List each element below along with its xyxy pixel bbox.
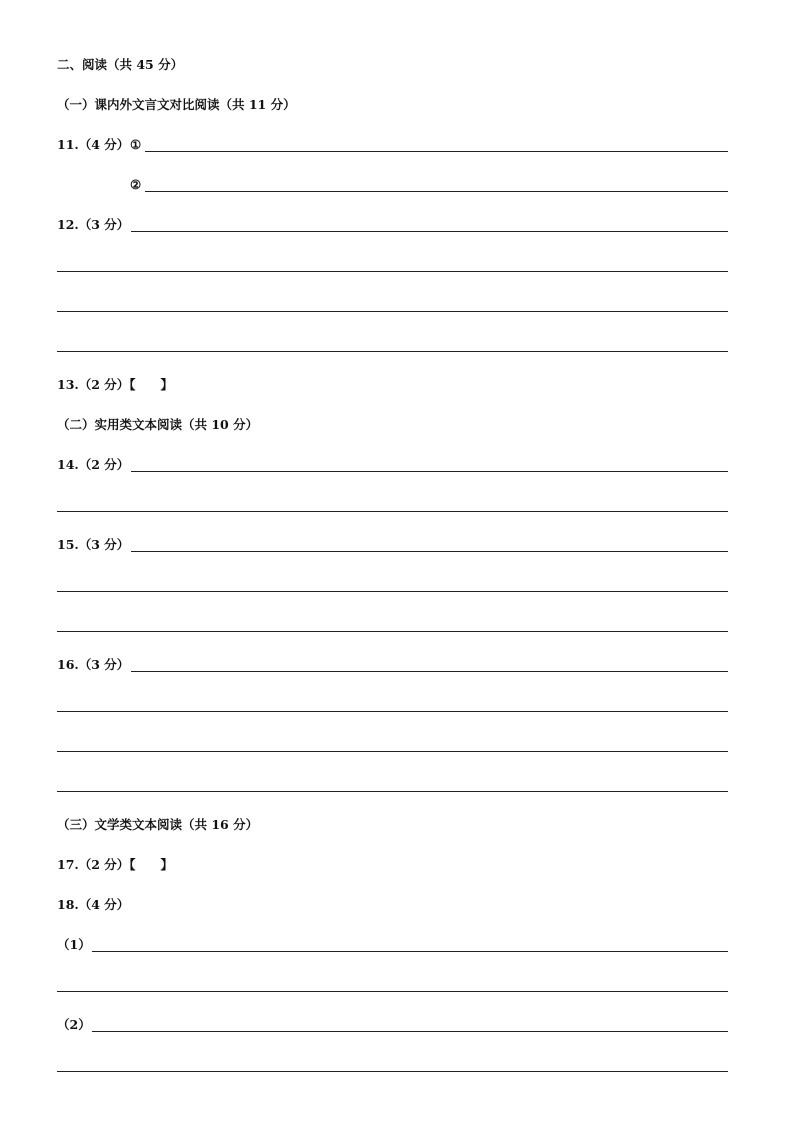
q15-answer-line-2[interactable]	[57, 591, 728, 592]
part2-title: （二）实用类文本阅读（共 10 分）	[57, 417, 259, 432]
q14-label: 14.（2 分）	[57, 457, 130, 472]
q18-sub2-answer-line-1[interactable]	[92, 1031, 728, 1032]
q11-sub1-marker: ①	[130, 137, 142, 152]
q12-answer-line-2[interactable]	[57, 271, 728, 272]
q18-sub1-answer-line-1[interactable]	[92, 951, 728, 952]
q13-label[interactable]: 13.（2 分）【 】	[57, 377, 174, 392]
q11-sub2-marker: ②	[130, 177, 142, 192]
q12-label: 12.（3 分）	[57, 217, 130, 232]
q14-answer-line-1[interactable]	[131, 471, 728, 472]
q16-answer-line-4[interactable]	[57, 791, 728, 792]
q11-answer-line-2[interactable]	[145, 191, 728, 192]
q14-answer-line-2[interactable]	[57, 511, 728, 512]
part1-title: （一）课内外文言文对比阅读（共 11 分）	[57, 97, 296, 112]
q15-answer-line-1[interactable]	[131, 551, 728, 552]
q18-sub2-marker: （2）	[57, 1017, 91, 1032]
q17-label[interactable]: 17.（2 分）【 】	[57, 857, 174, 872]
q16-answer-line-3[interactable]	[57, 751, 728, 752]
q12-answer-line-1[interactable]	[131, 231, 728, 232]
q18-sub2-answer-line-2[interactable]	[57, 1071, 728, 1072]
q12-answer-line-3[interactable]	[57, 311, 728, 312]
q16-label: 16.（3 分）	[57, 657, 130, 672]
q18-sub1-answer-line-2[interactable]	[57, 991, 728, 992]
q18-label: 18.（4 分）	[57, 897, 130, 912]
section-title: 二、阅读（共 45 分）	[57, 57, 184, 72]
q12-answer-line-4[interactable]	[57, 351, 728, 352]
q18-sub1-marker: （1）	[57, 937, 91, 952]
q11-label: 11.（4 分）	[57, 137, 130, 152]
q16-answer-line-1[interactable]	[131, 671, 728, 672]
q15-answer-line-3[interactable]	[57, 631, 728, 632]
q15-label: 15.（3 分）	[57, 537, 130, 552]
part3-title: （三）文学类文本阅读（共 16 分）	[57, 817, 259, 832]
q16-answer-line-2[interactable]	[57, 711, 728, 712]
q11-answer-line-1[interactable]	[145, 151, 728, 152]
